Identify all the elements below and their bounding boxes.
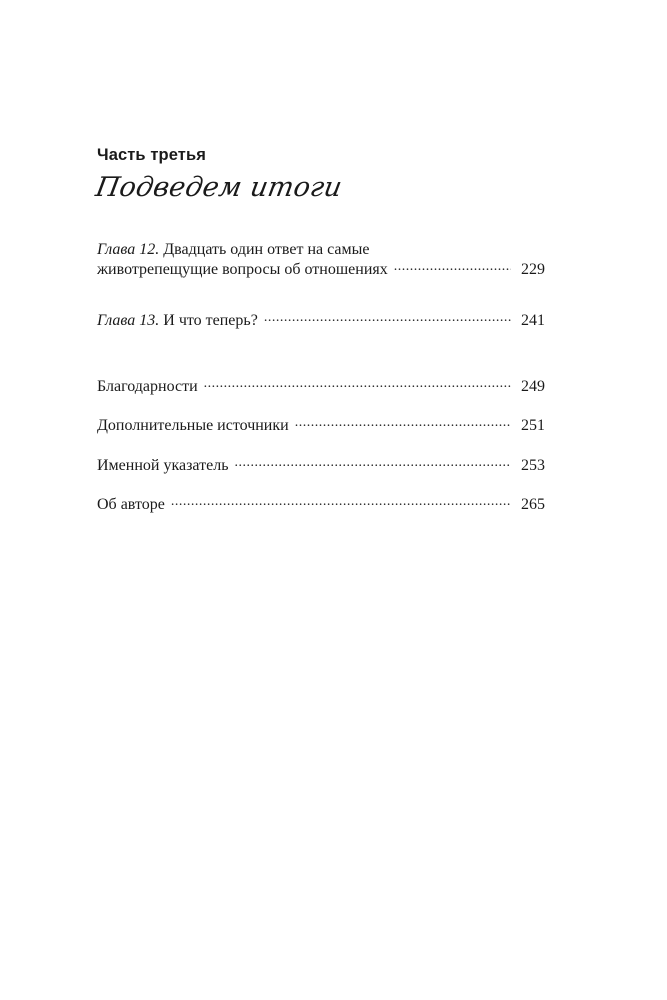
- toc-entry-about-author[interactable]: [97, 495, 545, 515]
- page-number: 253: [521, 457, 545, 474]
- page-number: 265: [521, 496, 545, 513]
- toc-entry-additional-sources[interactable]: [97, 416, 545, 436]
- page-number: 241: [521, 312, 545, 329]
- part-label: Часть третья: [97, 146, 206, 164]
- part-title: Подведем итоги: [93, 172, 345, 203]
- entry-title: Благодарности: [97, 378, 198, 395]
- page-number: 249: [521, 378, 545, 395]
- chapter-title: И что теперь?: [159, 312, 258, 329]
- dot-leader: [204, 379, 511, 391]
- toc-entry-chapter-13[interactable]: [97, 311, 545, 331]
- chapter-title-line2: животрепещущие вопросы об отношениях: [97, 261, 388, 278]
- dot-leader: [295, 418, 511, 430]
- dot-leader: [394, 262, 511, 274]
- page-number: 251: [521, 417, 545, 434]
- toc-entry-name-index[interactable]: [97, 456, 545, 476]
- entry-title: Об авторе: [97, 496, 165, 513]
- dot-leader: [171, 497, 511, 509]
- entry-title: Дополнительные источники: [97, 417, 289, 434]
- page-number: 229: [521, 261, 545, 278]
- dot-leader: [264, 313, 511, 325]
- chapter-prefix: Глава 13.: [97, 312, 160, 329]
- toc-entry-acknowledgements[interactable]: [97, 377, 545, 397]
- toc-entry-chapter-12[interactable]: [97, 240, 545, 280]
- entry-title: Именной указатель: [97, 457, 229, 474]
- chapter-prefix: Глава 12.: [97, 241, 160, 258]
- dot-leader: [234, 458, 511, 470]
- chapter-title-line1: Двадцать один ответ на самые: [159, 241, 370, 258]
